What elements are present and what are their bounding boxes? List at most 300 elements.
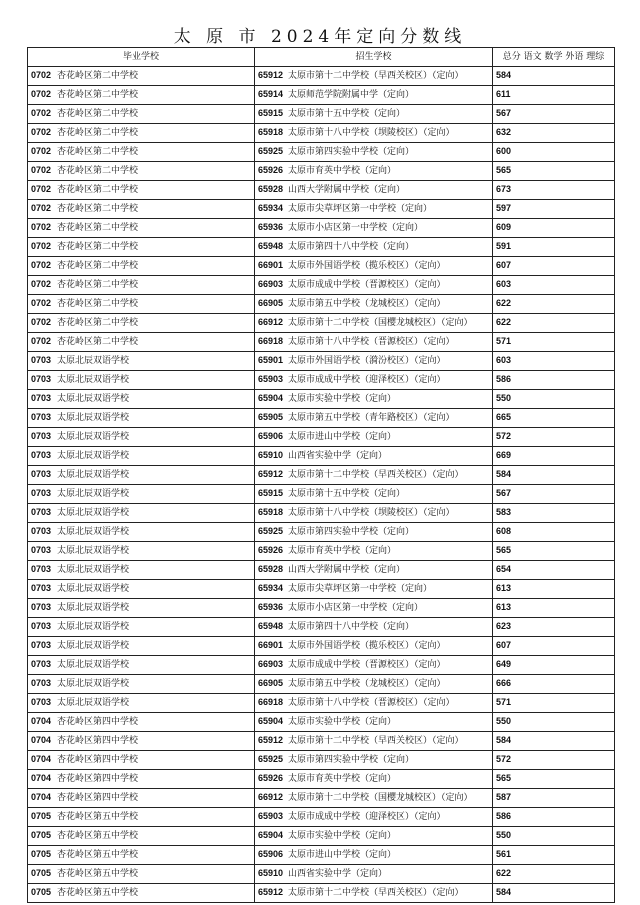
grad-school-cell (28, 181, 255, 200)
grad-school-name: 太原北辰双语学校 (57, 679, 130, 689)
grad-school-name: 杏花岭区第二中学校 (57, 337, 139, 347)
total-score: 611 (496, 89, 511, 99)
admit-school-cell (255, 200, 493, 219)
grad-school-code: 0702 (31, 317, 52, 327)
admit-school-code: 65918 (258, 127, 284, 137)
table-row (28, 143, 615, 162)
admit-school-code: 65948 (258, 241, 284, 251)
table-row (28, 656, 615, 675)
total-score: 669 (496, 450, 512, 460)
grad-school-cell (28, 257, 255, 276)
admit-school-code: 65903 (258, 811, 284, 821)
admit-school-cell (255, 618, 493, 637)
admit-school-code: 65906 (258, 431, 284, 441)
admit-school-name: 太原市第四实验中学校（定向） (288, 527, 415, 537)
admit-school-name: 太原市第十二中学校（早西关校区）（定向） (288, 470, 464, 480)
grad-school-cell (28, 371, 255, 390)
table-row (28, 86, 615, 105)
admit-school-name: 山西大学附属中学校（定向） (288, 185, 406, 195)
score-cell (493, 542, 615, 561)
table-row (28, 124, 615, 143)
grad-school-cell (28, 656, 255, 675)
table-row (28, 694, 615, 713)
grad-school-code: 0703 (31, 640, 52, 650)
admit-school-code: 65918 (258, 507, 284, 517)
admit-school-code: 65936 (258, 602, 284, 612)
grad-school-name: 太原北辰双语学校 (57, 546, 130, 556)
admit-school-code: 65912 (258, 735, 284, 745)
table-row (28, 713, 615, 732)
admit-school-code: 65926 (258, 165, 284, 175)
admit-school-name: 太原市小店区第一中学校（定向） (288, 603, 424, 613)
admit-school-code: 65905 (258, 412, 284, 422)
grad-school-code: 0702 (31, 203, 52, 213)
grad-school-name: 太原北辰双语学校 (57, 508, 130, 518)
score-cell (493, 200, 615, 219)
admit-school-cell (255, 732, 493, 751)
score-cell (493, 808, 615, 827)
grad-school-code: 0703 (31, 393, 52, 403)
admit-school-cell (255, 770, 493, 789)
score-cell (493, 580, 615, 599)
total-score: 622 (496, 868, 512, 878)
grad-school-cell (28, 884, 255, 903)
admit-school-code: 65915 (258, 488, 284, 498)
admit-school-name: 太原市实验中学校（定向） (288, 394, 397, 404)
total-score: 673 (496, 184, 512, 194)
total-score: 600 (496, 146, 512, 156)
grad-school-code: 0703 (31, 583, 52, 593)
admit-school-name: 太原市第十二中学校（国樱龙城校区）（定向） (288, 318, 473, 328)
grad-school-code: 0705 (31, 830, 52, 840)
score-cell (493, 390, 615, 409)
total-score: 550 (496, 716, 512, 726)
grad-school-name: 杏花岭区第二中学校 (57, 90, 139, 100)
total-score: 632 (496, 127, 512, 137)
total-score: 550 (496, 393, 512, 403)
grad-school-cell (28, 67, 255, 86)
total-score: 586 (496, 811, 512, 821)
admit-school-code: 65926 (258, 545, 284, 555)
grad-school-cell (28, 618, 255, 637)
admit-school-cell (255, 181, 493, 200)
grad-school-cell (28, 561, 255, 580)
admit-school-name: 太原市第四实验中学校（定向） (288, 147, 415, 157)
grad-school-code: 0702 (31, 127, 52, 137)
admit-school-name: 太原市第十八中学校（坝陵校区）（定向） (288, 128, 455, 138)
admit-school-code: 65903 (258, 374, 284, 384)
admit-school-cell (255, 542, 493, 561)
admit-school-name: 太原市外国语学校（漪汾校区）（定向） (288, 356, 446, 366)
total-score: 565 (496, 545, 512, 555)
grad-school-code: 0703 (31, 545, 52, 555)
grad-school-code: 0705 (31, 868, 52, 878)
admit-school-name: 太原市实验中学校（定向） (288, 831, 397, 841)
grad-school-name: 太原北辰双语学校 (57, 565, 130, 575)
admit-school-cell (255, 675, 493, 694)
grad-school-code: 0702 (31, 241, 52, 251)
admit-school-name: 太原市育英中学校（定向） (288, 774, 397, 784)
admit-school-code: 65904 (258, 716, 284, 726)
grad-school-code: 0704 (31, 716, 52, 726)
admit-school-cell (255, 713, 493, 732)
table-row (28, 732, 615, 751)
grad-school-code: 0702 (31, 336, 52, 346)
score-cell (493, 371, 615, 390)
grad-school-cell (28, 713, 255, 732)
grad-school-code: 0703 (31, 564, 52, 574)
grad-school-cell (28, 105, 255, 124)
table-row (28, 808, 615, 827)
admit-school-name: 太原市育英中学校（定向） (288, 546, 397, 556)
admit-school-cell (255, 143, 493, 162)
score-cell (493, 751, 615, 770)
grad-school-cell (28, 751, 255, 770)
score-cell (493, 561, 615, 580)
admit-school-name: 太原市外国语学校（揽乐校区）（定向） (288, 641, 446, 651)
table-row (28, 276, 615, 295)
admit-school-cell (255, 219, 493, 238)
admit-school-code: 65912 (258, 469, 284, 479)
admit-school-cell (255, 751, 493, 770)
admit-school-code: 65910 (258, 450, 284, 460)
admit-school-cell (255, 390, 493, 409)
total-score: 572 (496, 431, 512, 441)
table-row (28, 371, 615, 390)
score-cell (493, 428, 615, 447)
grad-school-name: 太原北辰双语学校 (57, 356, 130, 366)
admit-school-code: 66918 (258, 697, 284, 707)
total-score: 613 (496, 602, 512, 612)
score-cell (493, 238, 615, 257)
score-cell (493, 485, 615, 504)
admit-school-cell (255, 637, 493, 656)
score-cell (493, 713, 615, 732)
admit-school-cell (255, 865, 493, 884)
grad-school-name: 太原北辰双语学校 (57, 698, 130, 708)
grad-school-name: 杏花岭区第二中学校 (57, 109, 139, 119)
score-cell (493, 694, 615, 713)
grad-school-cell (28, 428, 255, 447)
grad-school-name: 杏花岭区第四中学校 (57, 736, 139, 746)
admit-school-name: 太原市育英中学校（定向） (288, 166, 397, 176)
grad-school-cell (28, 637, 255, 656)
grad-school-name: 杏花岭区第五中学校 (57, 831, 139, 841)
admit-school-name: 太原市第十二中学校（早西关校区）（定向） (288, 736, 464, 746)
grad-school-name: 杏花岭区第二中学校 (57, 242, 139, 252)
table-row (28, 485, 615, 504)
score-cell (493, 352, 615, 371)
grad-school-code: 0703 (31, 431, 52, 441)
grad-school-cell (28, 86, 255, 105)
admit-school-code: 66912 (258, 317, 284, 327)
score-cell (493, 599, 615, 618)
grad-school-cell (28, 333, 255, 352)
page-title: 太 原 市 2024年定向分数线 (173, 27, 467, 47)
admit-school-code: 66905 (258, 298, 284, 308)
admit-school-code: 66901 (258, 260, 284, 270)
total-score: 565 (496, 773, 512, 783)
score-cell (493, 675, 615, 694)
admit-school-cell (255, 656, 493, 675)
admit-school-code: 65934 (258, 203, 284, 213)
admit-school-cell (255, 884, 493, 903)
total-score: 571 (496, 336, 512, 346)
total-score: 567 (496, 108, 512, 118)
grad-school-code: 0703 (31, 450, 52, 460)
score-cell (493, 257, 615, 276)
total-score: 654 (496, 564, 512, 574)
admit-school-code: 66903 (258, 279, 284, 289)
grad-school-name: 杏花岭区第五中学校 (57, 812, 139, 822)
grad-school-name: 杏花岭区第二中学校 (57, 299, 139, 309)
admit-school-code: 65925 (258, 754, 284, 764)
total-score: 550 (496, 830, 512, 840)
score-cell (493, 466, 615, 485)
admit-school-cell (255, 333, 493, 352)
grad-school-name: 杏花岭区第四中学校 (57, 774, 139, 784)
total-score: 584 (496, 70, 512, 80)
total-score: 591 (496, 241, 512, 251)
admit-school-name: 太原市第四十八中学校（定向） (288, 242, 415, 252)
total-score: 613 (496, 583, 512, 593)
admit-school-name: 太原市第十二中学校（早西关校区）（定向） (288, 71, 464, 81)
admit-school-code: 66903 (258, 659, 284, 669)
score-cell (493, 105, 615, 124)
admit-school-cell (255, 238, 493, 257)
grad-school-code: 0703 (31, 697, 52, 707)
grad-school-name: 杏花岭区第二中学校 (57, 261, 139, 271)
score-cell (493, 67, 615, 86)
total-score: 603 (496, 355, 512, 365)
table-header-row (28, 48, 615, 67)
grad-school-name: 杏花岭区第二中学校 (57, 166, 139, 176)
grad-school-code: 0702 (31, 260, 52, 270)
total-score: 584 (496, 887, 512, 897)
header-scores: 总分 语文 数学 外语 理综 (493, 48, 615, 67)
score-cell (493, 314, 615, 333)
grad-school-code: 0703 (31, 602, 52, 612)
admit-school-cell (255, 561, 493, 580)
grad-school-name: 太原北辰双语学校 (57, 660, 130, 670)
admit-school-name: 太原市第十八中学校（晋源校区）（定向） (288, 337, 455, 347)
grad-school-code: 0702 (31, 222, 52, 232)
admit-school-cell (255, 352, 493, 371)
grad-school-cell (28, 846, 255, 865)
admit-school-cell (255, 694, 493, 713)
admit-school-cell (255, 67, 493, 86)
grad-school-code: 0703 (31, 621, 52, 631)
grad-school-name: 杏花岭区第二中学校 (57, 318, 139, 328)
grad-school-cell (28, 504, 255, 523)
admit-school-cell (255, 504, 493, 523)
grad-school-name: 杏花岭区第四中学校 (57, 755, 139, 765)
grad-school-code: 0702 (31, 184, 52, 194)
grad-school-code: 0702 (31, 70, 52, 80)
grad-school-name: 杏花岭区第二中学校 (57, 185, 139, 195)
admit-school-cell (255, 124, 493, 143)
admit-school-code: 65910 (258, 868, 284, 878)
admit-school-name: 山西省实验中学（定向） (288, 869, 388, 879)
admit-school-code: 65912 (258, 70, 284, 80)
total-score: 587 (496, 792, 512, 802)
grad-school-name: 太原北辰双语学校 (57, 451, 130, 461)
score-cell (493, 276, 615, 295)
admit-school-name: 太原市第十二中学校（国樱龙城校区）（定向） (288, 793, 473, 803)
table-row (28, 751, 615, 770)
admit-school-name: 太原市进山中学校（定向） (288, 850, 397, 860)
grad-school-code: 0703 (31, 507, 52, 517)
grad-school-code: 0704 (31, 792, 52, 802)
score-table (27, 47, 615, 903)
total-score: 607 (496, 260, 512, 270)
table-row (28, 466, 615, 485)
grad-school-code: 0703 (31, 678, 52, 688)
grad-school-name: 杏花岭区第五中学校 (57, 869, 139, 879)
admit-school-code: 66912 (258, 792, 284, 802)
total-score: 567 (496, 488, 512, 498)
table-row (28, 314, 615, 333)
header-grad-school: 毕业学校 (28, 48, 255, 67)
score-cell (493, 523, 615, 542)
grad-school-name: 太原北辰双语学校 (57, 413, 130, 423)
table-row (28, 770, 615, 789)
table-row (28, 352, 615, 371)
grad-school-cell (28, 447, 255, 466)
score-cell (493, 219, 615, 238)
admit-school-code: 65901 (258, 355, 284, 365)
admit-school-code: 65912 (258, 887, 284, 897)
grad-school-code: 0704 (31, 754, 52, 764)
grad-school-cell (28, 865, 255, 884)
grad-school-code: 0705 (31, 849, 52, 859)
table-row (28, 219, 615, 238)
grad-school-name: 杏花岭区第二中学校 (57, 128, 139, 138)
admit-school-name: 太原市第十八中学校（晋源校区）（定向） (288, 698, 455, 708)
grad-school-cell (28, 808, 255, 827)
admit-school-cell (255, 808, 493, 827)
total-score: 584 (496, 735, 512, 745)
admit-school-name: 太原市第十五中学校（定向） (288, 489, 406, 499)
admit-school-code: 66905 (258, 678, 284, 688)
grad-school-cell (28, 200, 255, 219)
grad-school-name: 杏花岭区第二中学校 (57, 71, 139, 81)
admit-school-name: 太原市第五中学校（青年路校区）（定向） (288, 413, 455, 423)
grad-school-name: 杏花岭区第四中学校 (57, 793, 139, 803)
score-cell (493, 656, 615, 675)
total-score: 565 (496, 165, 512, 175)
table-row (28, 428, 615, 447)
table-row (28, 333, 615, 352)
grad-school-cell (28, 276, 255, 295)
admit-school-cell (255, 827, 493, 846)
admit-school-name: 太原市尖草坪区第一中学校（定向） (288, 584, 433, 594)
admit-school-name: 太原师范学院附属中学（定向） (288, 90, 415, 100)
table-row (28, 846, 615, 865)
admit-school-code: 65926 (258, 773, 284, 783)
table-body (28, 67, 615, 903)
table-row (28, 637, 615, 656)
total-score: 561 (496, 849, 512, 859)
admit-school-code: 66918 (258, 336, 284, 346)
table-row (28, 295, 615, 314)
score-cell (493, 770, 615, 789)
admit-school-name: 山西大学附属中学校（定向） (288, 565, 406, 575)
total-score: 603 (496, 279, 512, 289)
table-row (28, 181, 615, 200)
grad-school-code: 0703 (31, 355, 52, 365)
table-row (28, 504, 615, 523)
table-row (28, 257, 615, 276)
table-row (28, 599, 615, 618)
grad-school-code: 0703 (31, 488, 52, 498)
admit-school-cell (255, 257, 493, 276)
grad-school-name: 太原北辰双语学校 (57, 470, 130, 480)
grad-school-code: 0703 (31, 412, 52, 422)
total-score: 584 (496, 469, 512, 479)
total-score: 622 (496, 317, 512, 327)
admit-school-code: 65904 (258, 393, 284, 403)
admit-school-code: 65928 (258, 184, 284, 194)
admit-school-cell (255, 276, 493, 295)
grad-school-code: 0702 (31, 146, 52, 156)
score-cell (493, 827, 615, 846)
score-cell (493, 884, 615, 903)
grad-school-cell (28, 789, 255, 808)
admit-school-cell (255, 580, 493, 599)
table-row (28, 238, 615, 257)
grad-school-cell (28, 694, 255, 713)
total-score: 665 (496, 412, 512, 422)
grad-school-code: 0703 (31, 469, 52, 479)
table-row (28, 675, 615, 694)
admit-school-code: 65925 (258, 526, 284, 536)
grad-school-cell (28, 675, 255, 694)
score-cell (493, 333, 615, 352)
admit-school-name: 太原市第五中学校（龙城校区）（定向） (288, 299, 446, 309)
table-row (28, 409, 615, 428)
admit-school-name: 太原市第十五中学校（定向） (288, 109, 406, 119)
admit-school-name: 太原市第四十八中学校（定向） (288, 622, 415, 632)
table-row (28, 447, 615, 466)
admit-school-cell (255, 428, 493, 447)
total-score: 583 (496, 507, 512, 517)
total-score: 607 (496, 640, 512, 650)
grad-school-name: 太原北辰双语学校 (57, 394, 130, 404)
grad-school-cell (28, 599, 255, 618)
admit-school-cell (255, 466, 493, 485)
admit-school-name: 太原市进山中学校（定向） (288, 432, 397, 442)
score-cell (493, 637, 615, 656)
grad-school-cell (28, 162, 255, 181)
table-row (28, 884, 615, 903)
grad-school-name: 太原北辰双语学校 (57, 584, 130, 594)
grad-school-cell (28, 390, 255, 409)
grad-school-code: 0703 (31, 374, 52, 384)
grad-school-code: 0702 (31, 298, 52, 308)
table-row (28, 105, 615, 124)
admit-school-cell (255, 371, 493, 390)
grad-school-code: 0703 (31, 526, 52, 536)
grad-school-name: 杏花岭区第四中学校 (57, 717, 139, 727)
admit-school-cell (255, 485, 493, 504)
grad-school-name: 太原北辰双语学校 (57, 527, 130, 537)
admit-school-name: 太原市第五中学校（龙城校区）（定向） (288, 679, 446, 689)
table-row (28, 542, 615, 561)
score-cell (493, 865, 615, 884)
grad-school-cell (28, 542, 255, 561)
total-score: 622 (496, 298, 512, 308)
